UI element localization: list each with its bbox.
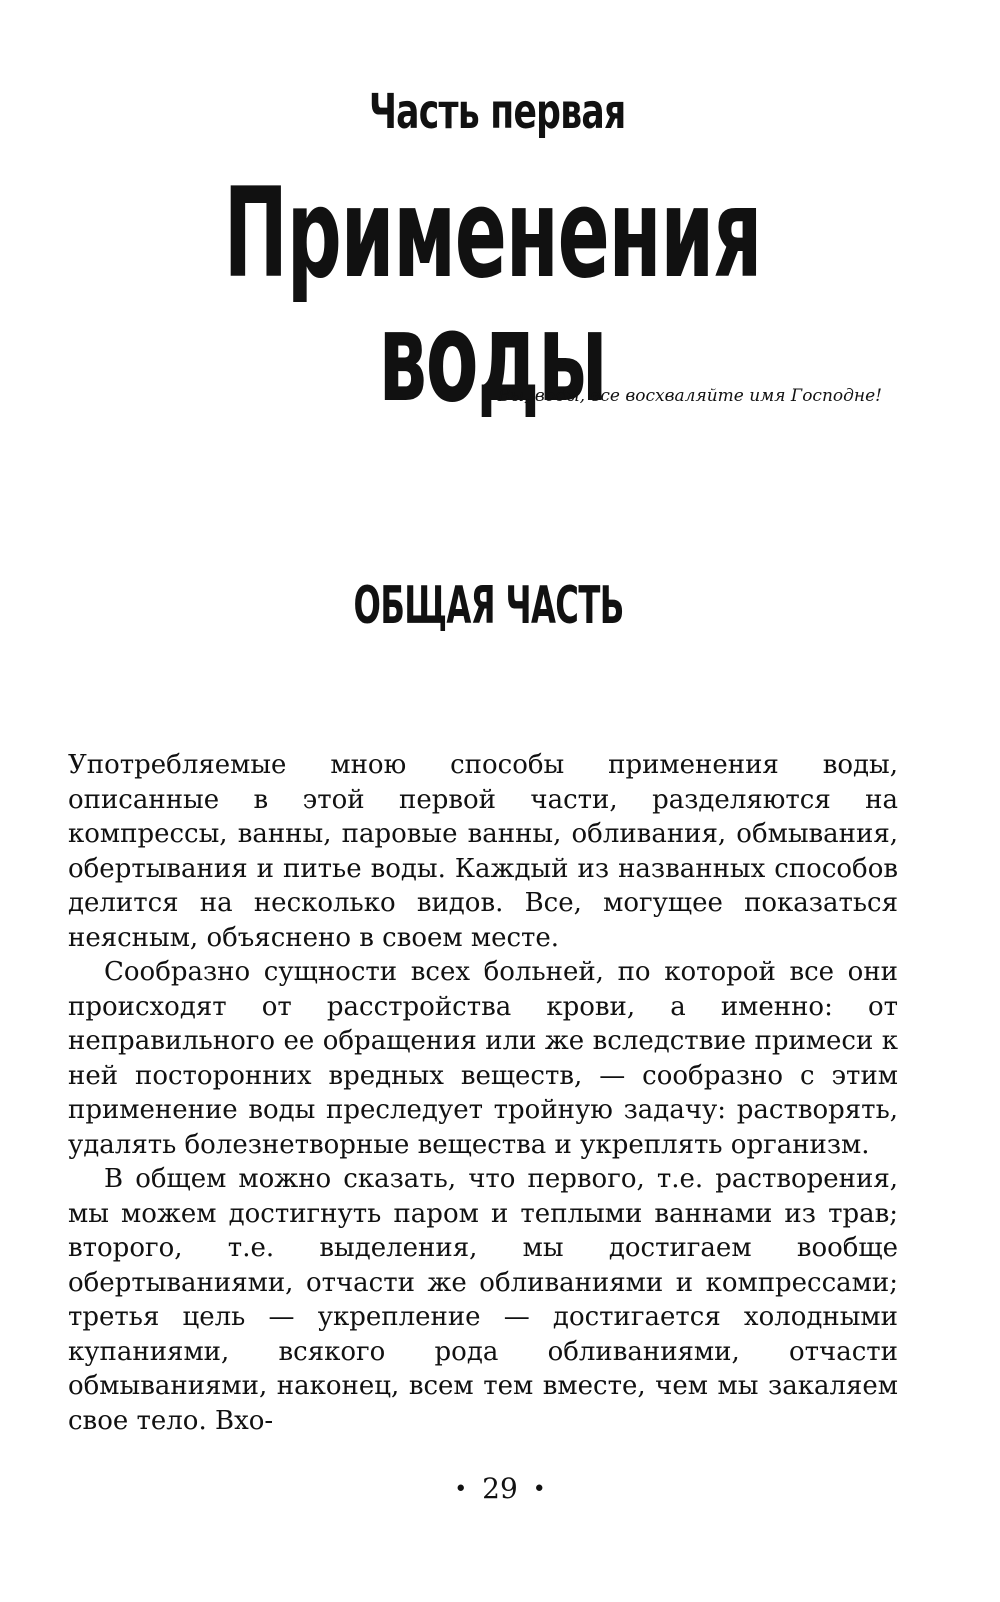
paragraph-2: Сообразно сущности всех больней, по которой все они происходят от расстройства крови, а именно: от неправильного ее обращения или же вследствие примеси к ней посторонних вредных веществ, — сообразно с этим применение воды преследует тройную задачу: растворять, удалять болезнетворные вещества и укреплять организм. [68,957,898,1160]
bullet-right: • [532,1477,546,1502]
epigraph: Вы, воды, все восхваляйте имя Господне! [497,386,882,406]
bullet-left: • [454,1477,468,1502]
part-title: Применения воды [223,162,762,430]
part-label: Часть первая [368,84,626,140]
section-title: ОБЩАЯ ЧАСТЬ [353,576,624,636]
page-number: 29 [482,1472,518,1505]
paragraph-3: В общем можно сказать, что первого, т.е. растворения, мы можем достигнуть паром и теплыми ваннами из трав; второго, т.е. выделения, мы достигаем вообще обертываниями, отчасти же обливаниями и компрессами; третья цель — укрепление — достигается холодными купаниями, всякого рода обливаниями, отчасти обмываниями, наконец, всем тем вместе, чем мы закаляем свое тело. Вхо- [68,1164,898,1436]
body-text [68,748,898,1438]
page-number-footer [0,1472,1000,1505]
paragraph-1: Употребляемые мною способы применения воды, описанные в этой первой части, разделяются на компрессы, ванны, паровые ванны, обливания, обмывания, обертывания и питье воды. Каждый из названных способов делится на несколько видов. Все, могущее показаться неясным, объяснено в своем месте. [68,750,898,953]
